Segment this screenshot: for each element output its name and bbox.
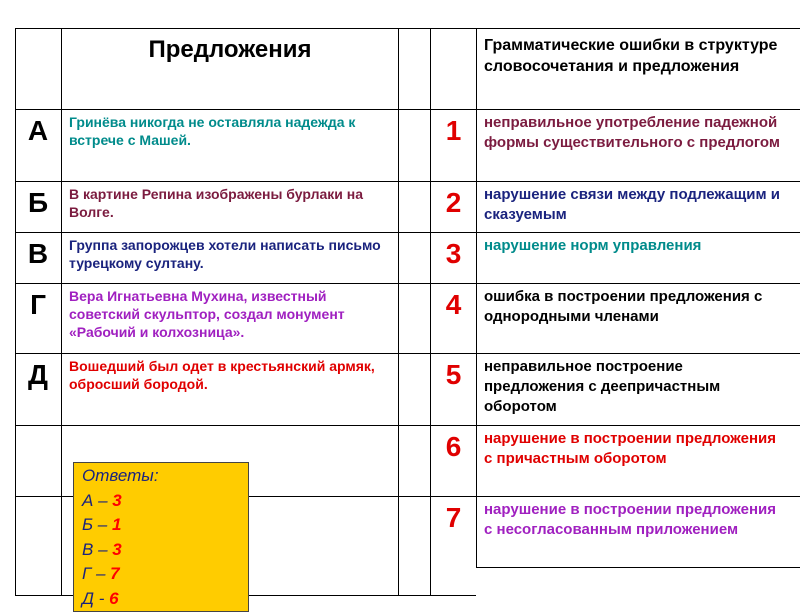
row-sentence: Вошедший был одет в крестьянский армяк, обросший бородой. (69, 358, 375, 392)
error-number: 4 (445, 289, 462, 320)
row-letter: Д (28, 359, 48, 390)
error-number: 1 (445, 115, 462, 146)
answer-value: 6 (109, 588, 119, 608)
grid-line-horizontal (15, 181, 800, 182)
grid-line-horizontal (15, 109, 800, 110)
error-number: 5 (445, 359, 462, 390)
answer-item (82, 513, 248, 538)
row-sentence: Вера Игнатьевна Мухина, известный советский скульптор, создал монумент «Рабочий и колхозница». (69, 288, 345, 340)
row-letter: Б (27, 187, 49, 218)
answer-item (82, 587, 248, 612)
grid-line-horizontal (15, 283, 800, 284)
answer-value: 7 (110, 564, 120, 583)
answer-letter: А (82, 490, 94, 510)
answers-title: Ответы: (82, 466, 159, 485)
error-number: 6 (445, 431, 462, 462)
answer-separator: - (93, 588, 110, 608)
errors-header: Грамматические ошибки в структуре словосочетания и предложения (484, 37, 778, 75)
answer-separator: – (93, 539, 113, 559)
answer-value: 1 (111, 515, 122, 534)
row-sentence: В картине Репина изображены бурлаки на Волге. (69, 186, 363, 220)
grid-line-horizontal (15, 425, 800, 426)
answer-item (82, 489, 248, 514)
answer-item (82, 562, 248, 587)
answer-item (82, 538, 248, 563)
error-description: нарушение в построении предложения с несогласованным приложением (484, 501, 776, 538)
row-letter: Г (30, 289, 46, 320)
row-sentence: Гринёва никогда не оставляла надежда к встрече с Машей. (69, 114, 356, 148)
error-description: ошибка в построении предложения с однородными членами (484, 288, 763, 325)
answer-separator: – (93, 515, 112, 534)
grid-line-horizontal (15, 28, 800, 29)
answer-value: 3 (112, 539, 122, 559)
sentences-header: Предложения (148, 36, 312, 63)
grid-line-vertical (61, 28, 62, 596)
answer-letter: В (82, 539, 94, 559)
row-letter: А (27, 115, 49, 146)
row-letter: В (27, 238, 49, 269)
row-sentence: Группа запорожцев хотели написать письмо турецкому султану. (69, 237, 381, 271)
error-description: неправильное употребление падежной формы существительного с предлогом (484, 114, 780, 151)
error-description: нарушение норм управления (484, 237, 702, 254)
answer-letter: Б (82, 515, 94, 534)
error-description: нарушение связи между подлежащим и сказуемым (484, 186, 780, 223)
answer-separator: – (93, 490, 113, 510)
error-description: неправильное построение предложения с деепричастным оборотом (484, 358, 721, 415)
error-number: 7 (445, 502, 462, 533)
grid-line-horizontal (15, 353, 800, 354)
grid-line-horizontal (15, 232, 800, 233)
answer-value: 3 (112, 490, 122, 510)
answers-list (82, 489, 248, 612)
grid-line-vertical (398, 28, 399, 596)
error-number: 3 (445, 238, 462, 269)
answer-letter: Д (82, 588, 94, 608)
error-description: нарушение в построении предложения с причастным оборотом (484, 430, 776, 467)
error-number: 2 (445, 187, 462, 218)
answers-box (73, 462, 249, 612)
grid-line-vertical (476, 28, 477, 568)
answer-letter: Г (82, 564, 92, 583)
answer-separator: – (91, 564, 111, 583)
grid-line-horizontal (476, 567, 800, 568)
